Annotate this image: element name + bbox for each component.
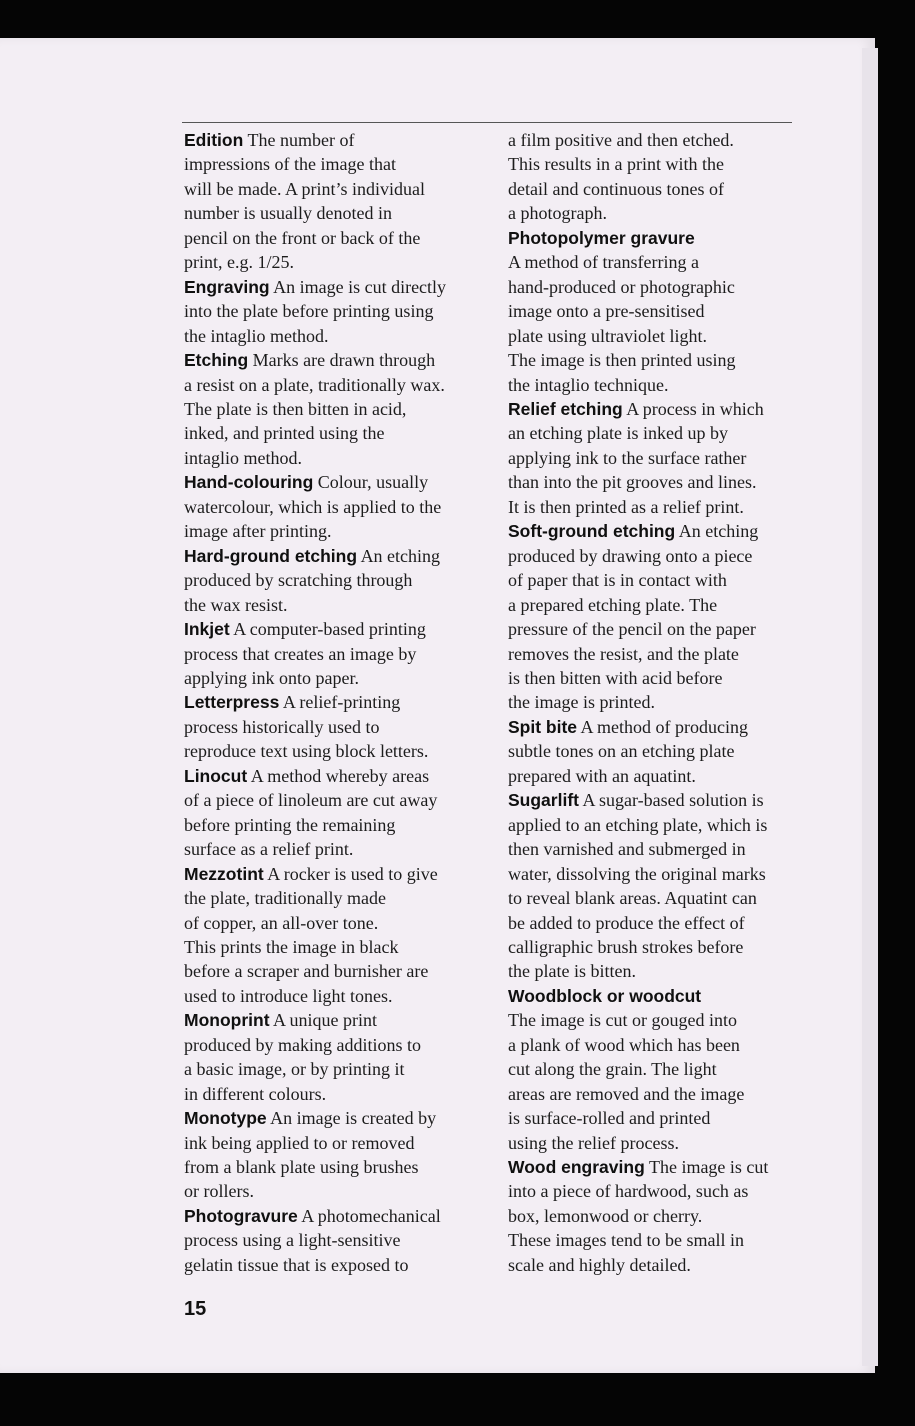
definition-text: inked, and printed using the [184,423,385,444]
definition-text: A computer-based printing [233,619,426,640]
definition-text: A relief-printing [282,692,401,713]
entry-line [508,690,838,714]
glossary-entry [184,348,514,470]
entry-line [508,299,838,323]
entry-line [184,788,514,812]
header-rule [182,122,792,123]
entry-line [508,568,838,592]
entry-line [184,1228,514,1252]
entry-line [508,935,838,959]
entry-line [508,788,838,812]
definition-text: The image is cut [648,1157,769,1178]
entry-line [184,544,514,568]
glossary-term: Photogravure [184,1205,298,1226]
definition-text: to reveal blank areas. Aquatint can [508,888,757,909]
glossary-term: Hard-ground etching [184,545,358,566]
definition-text: An etching [360,545,441,566]
definition-text: surface as a relief print. [184,839,354,860]
definition-text: removes the resist, and the plate [508,643,739,664]
entry-line [184,739,514,763]
definition-text: An image is created by [270,1108,437,1129]
definition-text: box, lemonwood or cherry. [508,1205,703,1226]
glossary-term: Sugarlift [508,790,579,811]
entry-line [184,1155,514,1179]
definition-text: the intaglio technique. [508,374,669,395]
entry-line [184,275,514,299]
definition-text: image onto a pre-sensitised [508,301,705,322]
definition-text: of copper, an all-over tone. [184,912,379,933]
definition-text: of a piece of linoleum are cut away [184,790,438,811]
entry-line [184,470,514,494]
definition-text: The image is cut or gouged into [508,1010,737,1031]
definition-text: This results in a print with the [508,154,724,175]
definition-text: This prints the image in black [184,936,399,957]
glossary-term: Photopolymer gravure [508,227,695,248]
entry-line [508,1033,838,1057]
definition-text: pressure of the pencil on the paper [508,619,756,640]
entry-line [184,617,514,641]
entry-line [184,226,514,250]
entry-line [508,959,838,983]
definition-text: a photograph. [508,203,607,224]
definition-text: impressions of the image that [184,154,396,175]
entry-line [184,397,514,421]
definition-text: An image is cut directly [273,276,447,297]
entry-line [508,617,838,641]
glossary-entry [508,519,838,715]
entry-line [508,1131,838,1155]
entry-line [184,911,514,935]
definition-text: An etching [678,521,759,542]
entry-line [508,201,838,225]
definition-text: a basic image, or by printing it [184,1059,405,1080]
definition-text: the image is printed. [508,692,655,713]
definition-text: using the relief process. [508,1132,679,1153]
definition-text: A sugar-based solution is [582,790,764,811]
definition-text: The plate is then bitten in acid, [184,398,407,419]
glossary-entry [184,128,514,275]
definition-text: cut along the grain. The light [508,1059,717,1080]
glossary-term: Edition [184,130,244,150]
definition-text: used to introduce light tones. [184,985,393,1006]
glossary-entry [508,128,838,226]
entry-line [508,348,838,372]
definition-text: A photomechanical [301,1205,441,1226]
entry-line [184,324,514,348]
definition-text: the plate is bitten. [508,961,636,982]
glossary-term: Relief etching [508,398,623,419]
entry-line [184,1131,514,1155]
entry-line [508,666,838,690]
glossary-entry [184,690,514,763]
glossary-term: Soft-ground etching [508,521,676,542]
entry-line [184,348,514,372]
definition-text: These images tend to be small in [508,1230,744,1251]
entry-line [508,1155,838,1179]
entry-line [184,984,514,1008]
entry-term-line [508,226,838,250]
definition-text: in different colours. [184,1083,327,1104]
definition-text: print, e.g. 1/25. [184,252,294,273]
glossary-entry [508,984,838,1155]
glossary-entry [508,226,838,397]
entry-line [508,421,838,445]
glossary-term: Spit bite [508,716,578,737]
definition-text: applying ink onto paper. [184,667,359,688]
entry-line [508,250,838,274]
entry-line [508,128,838,152]
entry-line [184,959,514,983]
entry-line [184,1033,514,1057]
definition-text: produced by making additions to [184,1034,421,1055]
definition-text: applying ink to the surface rather [508,447,747,468]
entry-line [508,470,838,494]
definition-text: The image is then printed using [508,350,736,371]
definition-text: A process in which [626,398,764,419]
definition-text: is then bitten with acid before [508,667,723,688]
glossary-entry [184,617,514,690]
entry-line [184,1057,514,1081]
entry-line [184,935,514,959]
entry-line [508,177,838,201]
entry-line [508,397,838,421]
definition-text: reproduce text using block letters. [184,741,429,762]
definition-text: the plate, traditionally made [184,888,386,909]
glossary-entry [184,1106,514,1204]
entry-line [508,373,838,397]
glossary-term: Monoprint [184,1010,270,1031]
definition-text: process historically used to [184,716,380,737]
entry-line [184,1253,514,1277]
glossary-right-column [508,128,838,1277]
definition-text: before a scraper and burnisher are [184,961,429,982]
entry-line [508,1228,838,1252]
glossary-entry [508,397,838,519]
entry-line [184,886,514,910]
entry-line [508,642,838,666]
definition-text: hand-produced or photographic [508,276,735,297]
entry-line [508,1106,838,1130]
definition-text: before printing the remaining [184,814,396,835]
definition-text: scale and highly detailed. [508,1254,691,1275]
definition-text: than into the pit grooves and lines. [508,472,757,493]
entry-line [184,1204,514,1228]
definition-text: a plank of wood which has been [508,1034,740,1055]
definition-text: A method of transferring a [508,252,699,273]
definition-text: is surface-rolled and printed [508,1108,711,1129]
definition-text: gelatin tissue that is exposed to [184,1254,409,1275]
glossary-entry [184,544,514,617]
glossary-term: Wood engraving [508,1157,645,1178]
definition-text: be added to produce the effect of [508,912,745,933]
entry-line [184,495,514,519]
glossary-entry [184,764,514,862]
definition-text: image after printing. [184,521,332,542]
definition-text: applied to an etching plate, which is [508,814,768,835]
entry-line [508,739,838,763]
entry-line [184,568,514,592]
entry-line [508,495,838,519]
definition-text: an etching plate is inked up by [508,423,728,444]
entry-line [184,1106,514,1130]
entry-line [508,1057,838,1081]
definition-text: a film positive and then etched. [508,130,734,150]
glossary-term: Monotype [184,1108,267,1129]
glossary-term: Mezzotint [184,863,264,884]
glossary-entry [184,470,514,543]
glossary-term: Inkjet [184,619,230,640]
definition-text: process that creates an image by [184,643,417,664]
definition-text: process using a light-sensitive [184,1230,401,1251]
definition-text: detail and continuous tones of [508,178,724,199]
entry-line [184,373,514,397]
definition-text: Colour, usually [317,472,429,493]
definition-text: into a piece of hardwood, such as [508,1181,749,1202]
glossary-term: Etching [184,350,249,371]
entry-line [184,1008,514,1032]
glossary-entry [184,275,514,348]
entry-line [184,128,514,152]
definition-text: ink being applied to or removed [184,1132,415,1153]
glossary-term: Linocut [184,765,248,786]
definition-text: intaglio method. [184,447,302,468]
entry-line [184,1082,514,1106]
definition-text: of paper that is in contact with [508,570,727,591]
entry-line [508,715,838,739]
entry-line [508,1082,838,1106]
entry-line [184,837,514,861]
definition-text: into the plate before printing using [184,301,434,322]
definition-text: It is then printed as a relief print. [508,496,744,517]
glossary-term: Engraving [184,276,270,297]
entry-line [184,177,514,201]
definition-text: Marks are drawn through [252,350,436,371]
entry-line [508,324,838,348]
glossary-term: Letterpress [184,692,280,713]
glossary-entry [184,862,514,1009]
glossary-left-column [184,128,514,1277]
entry-line [184,1179,514,1203]
glossary-entry [184,1008,514,1106]
entry-line [184,250,514,274]
definition-text: the wax resist. [184,594,288,615]
entry-line [184,446,514,470]
definition-text: A method of producing [580,716,749,737]
glossary-entry [508,788,838,984]
entry-line [508,1253,838,1277]
entry-term-line [508,984,838,1008]
glossary-entry [184,1204,514,1277]
definition-text: areas are removed and the image [508,1083,745,1104]
definition-text: A method whereby areas [250,765,430,786]
entry-line [184,519,514,543]
definition-text: produced by scratching through [184,570,413,591]
definition-text: calligraphic brush strokes before [508,936,744,957]
glossary-term: Hand-colouring [184,472,314,493]
entry-line [184,715,514,739]
entry-line [184,813,514,837]
entry-line [508,1008,838,1032]
glossary-entry [508,1155,838,1277]
entry-line [184,642,514,666]
definition-text: will be made. A print’s individual [184,178,425,199]
entry-line [508,152,838,176]
entry-line [508,446,838,470]
entry-line [508,593,838,617]
definition-text: plate using ultraviolet light. [508,325,707,346]
entry-line [508,275,838,299]
definition-text: The number of [247,130,355,150]
definition-text: A rocker is used to give [267,863,438,884]
entry-line [184,666,514,690]
entry-line [508,911,838,935]
entry-line [184,201,514,225]
definition-text: from a blank plate using brushes [184,1157,419,1178]
entry-line [184,421,514,445]
definition-text: water, dissolving the original marks [508,863,766,884]
entry-line [184,862,514,886]
definition-text: pencil on the front or back of the [184,227,421,248]
glossary-term: Woodblock or woodcut [508,985,702,1006]
definition-text: or rollers. [184,1181,254,1202]
entry-line [184,593,514,617]
entry-line [184,299,514,323]
entry-line [184,764,514,788]
entry-line [508,764,838,788]
glossary-entry [508,715,838,788]
definition-text: a resist on a plate, traditionally wax. [184,374,445,395]
entry-line [508,1179,838,1203]
entry-line [508,1204,838,1228]
entry-line [508,813,838,837]
definition-text: a prepared etching plate. The [508,594,718,615]
page-edge [862,48,878,1366]
entry-line [508,886,838,910]
entry-line [508,862,838,886]
definition-text: number is usually denoted in [184,203,392,224]
definition-text: prepared with an aquatint. [508,765,696,786]
entry-line [508,837,838,861]
definition-text: subtle tones on an etching plate [508,741,735,762]
definition-text: then varnished and submerged in [508,839,746,860]
definition-text: watercolour, which is applied to the [184,496,442,517]
definition-text: A unique print [273,1010,378,1031]
entry-line [184,690,514,714]
entry-line [508,519,838,543]
definition-text: the intaglio method. [184,325,329,346]
definition-text: produced by drawing onto a piece [508,545,753,566]
entry-line [184,152,514,176]
entry-line [508,544,838,568]
page-number: 15 [184,1298,207,1320]
